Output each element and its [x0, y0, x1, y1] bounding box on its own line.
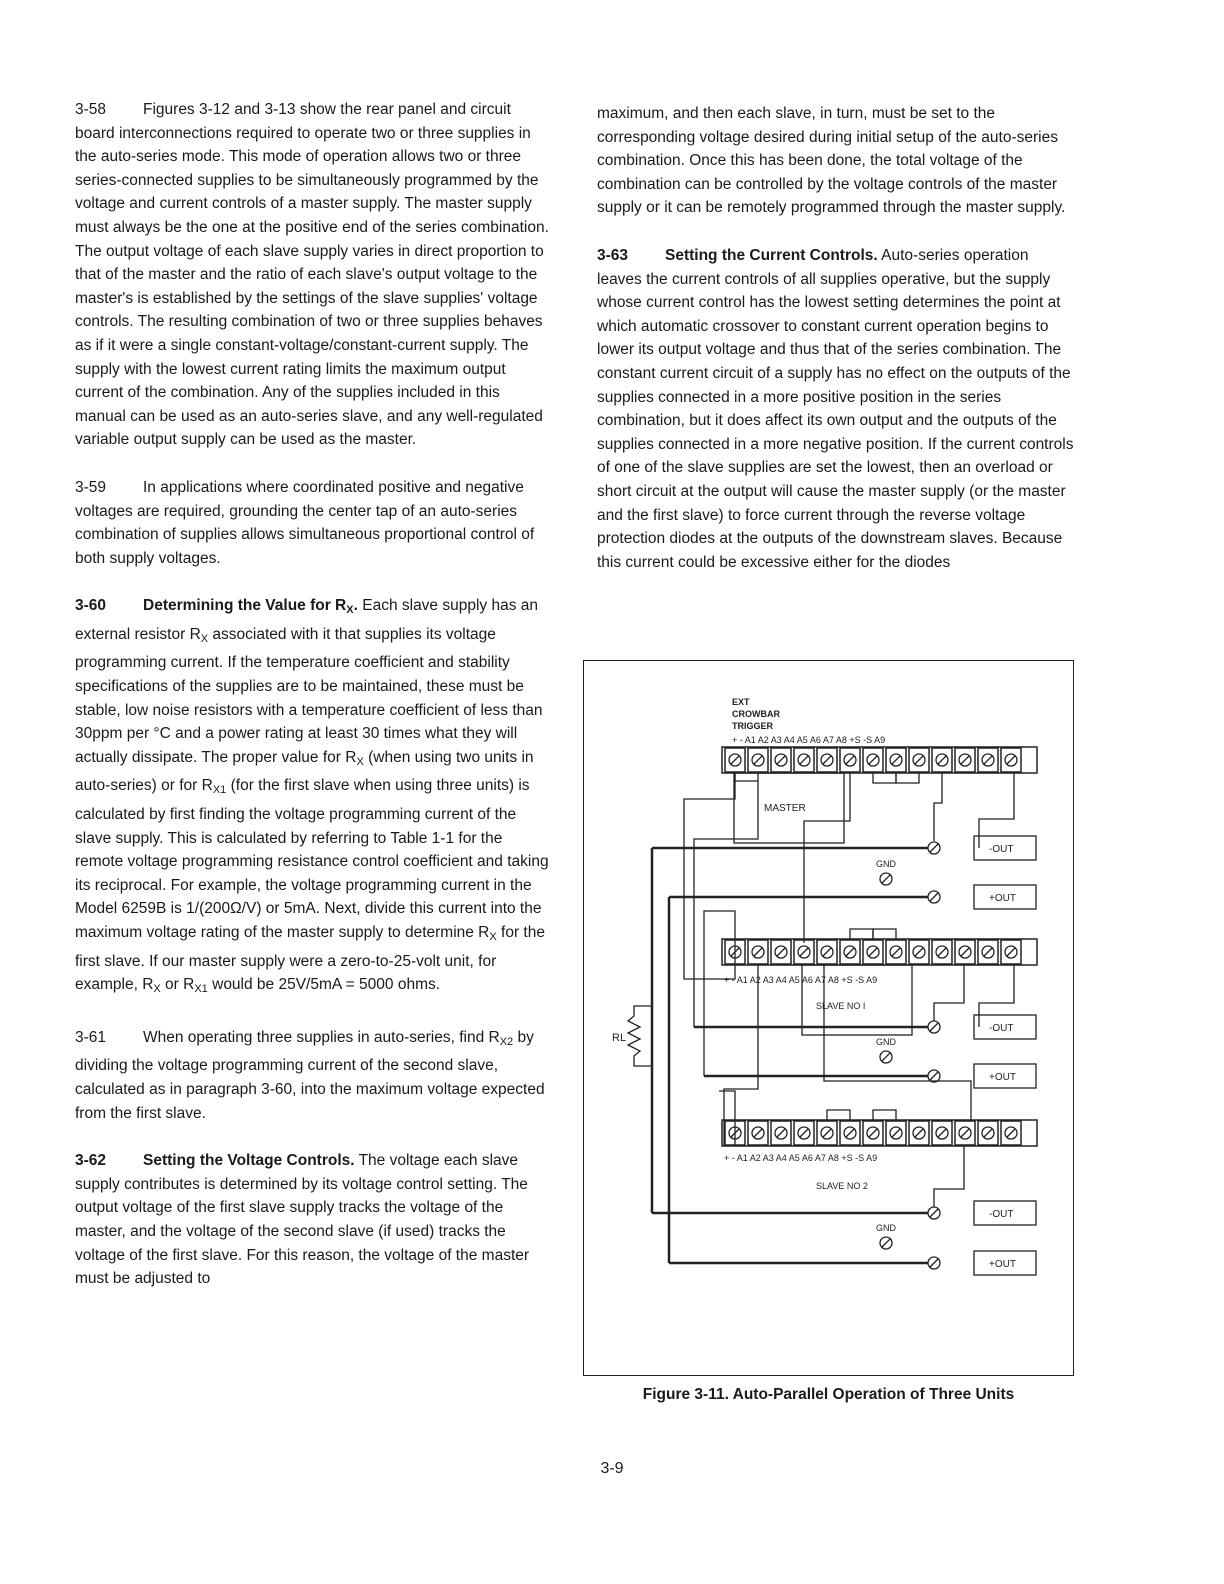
paragraph-number: 3-58	[75, 101, 107, 118]
master-terminal-labels: + - A1 A2 A3 A4 A5 A6 A7 A8 +S -S A9	[732, 735, 886, 745]
paragraph-text: In applications where coordinated positive and negative voltages are required, grounding the center tap of an auto-series combination of supplies allows simultaneous proportional control of both supply voltages.	[75, 478, 535, 567]
slave1-label: SLAVE NO I	[816, 1001, 866, 1011]
paragraph-3-62	[75, 1149, 551, 1291]
paragraph-3-60: 3-60 Determining the Value for $R_X$. Each slave supply has an external resistor $R_X$ associated with it that supplies its voltage programming current. If the temperature coefficient and stability specifications of the supplies are to be maintained, these must be stable, low noise resistors with a temperature coefficient of less than 30ppm per °C and a power rating at least 30 times what they will actually dissipate. The proper value for $R_X$ (when using two units in auto-series) or for $R_{X1}$ (for the first slave when using three units) is calculated by first finding the voltage programming current of the slave supply. This is calculated by referring to Table 1-1 for the remote voltage programming resistance control coefficient and taking its reciprocal. For example, the voltage programming current in the Model 6259B is 1/(200Ω/V) or 5mA. Next, divide this current into the maximum voltage rating of the master supply to determine $R_X$ for the first slave. If our master supply were a zero-to-25-volt unit, for example, $R_X$ or $R_{X1}$ would be 25V/5mA = 5000 ohms.	[75, 594, 551, 1002]
slave2-plus-out-label: +OUT	[989, 1259, 1016, 1270]
slave2-terminal-labels: + - A1 A2 A3 A4 A5 A6 A7 A8 +S -S A9	[724, 1153, 878, 1163]
paragraph-3-62-continued: maximum, and then each slave, in turn, must be set to the corresponding voltage desired during initial setup of the auto-series combination. Once this has been done, the total voltage of the combination can be controlled by the voltage controls of the master supply or it can be remotely programmed through the master supply.	[597, 105, 1066, 217]
paragraph-title: Setting the Voltage Controls.	[143, 1152, 355, 1170]
right-column	[597, 102, 1075, 598]
master-gnd-label: GND	[876, 859, 896, 869]
slave1-gnd-label: GND	[876, 1037, 896, 1047]
paragraph-number: 3-62	[75, 1152, 107, 1170]
master-plus-out-label: +OUT	[989, 893, 1016, 904]
paragraph-3-58	[75, 98, 551, 452]
paragraph-number: 3-61	[75, 1028, 107, 1046]
figure-3-11	[583, 660, 1074, 1376]
paragraph-number: 3-59	[75, 478, 107, 496]
figure-caption: Figure 3-11. Auto-Parallel Operation of Three Units	[642, 1386, 1015, 1403]
paragraph-title: Determining the Value for $R_X$.	[143, 597, 358, 617]
paragraph-3-63	[597, 244, 1075, 574]
load-resistor	[628, 1006, 652, 1066]
slave2-minus-out-label: -OUT	[989, 1209, 1014, 1220]
slave1-terminal-strip	[722, 939, 1037, 965]
paragraph-title: Setting the Current Controls.	[665, 246, 878, 264]
paragraph-text: The voltage each slave supply contributes is determined by its voltage control setting. The output voltage of the first slave supply tracks the voltage of the master, and the voltage of the second slave (if used) tracks the voltage of the first slave. For this reason, the voltage of the master must be adjusted to	[75, 1152, 530, 1288]
slave2-gnd-label: GND	[876, 1223, 896, 1233]
master-terminal-strip	[722, 747, 1037, 773]
wiring-diagram	[584, 661, 1075, 1377]
trigger-label: TRIGGER	[732, 721, 774, 731]
paragraph-text: Auto-series operation leaves the current controls of all supplies operative, but the supply whose current control has the lowest setting determines the point at which automatic crossover to constant current operation begins to lower its output voltage and thus that of the series combination. The constant current circuit of a supply has no effect on the outputs of the supplies connected in a more positive position in the series combination, but it does affect its own output and the outputs of the supplies connected in a more negative position. If the current controls of one of the slave supplies are set the lowest, then an overload or short circuit at the output will cause the master supply (or the master and the first slave) to force current through the reverse voltage protection diodes at the outputs of the downstream slaves. Because this current could be excessive either for the diodes	[597, 246, 1074, 571]
master-label: MASTER	[764, 803, 806, 814]
master-minus-out-label: -OUT	[989, 844, 1014, 855]
crowbar-label: CROWBAR	[732, 709, 780, 719]
page-number: 3-9	[600, 1460, 624, 1477]
paragraph-text: Figures 3-12 and 3-13 show the rear panel and circuit board interconnections required to operate two or three supplies in the auto-series mode. This mode of operation allows two or three series-connected supplies to be simultaneously programmed by the voltage and current controls of a master supply. The master supply must always be the one at the positive end of the series combination. The output voltage of each slave supply varies in direct proportion to that of the master and the ratio of each slave's output voltage to the master's is established by the settings of the slave supplies' voltage controls. The resulting combination of two or three supplies behaves as if it were a single constant-voltage/constant-current supply. The supply with the lowest current rating limits the maximum output current of the combination. Any of the supplies included in this manual can be used as an auto-series slave, and any well-regulated variable output supply can be used as the master.	[75, 101, 549, 449]
paragraph-number: 3-60	[75, 597, 107, 615]
paragraph-3-59	[75, 476, 551, 570]
slave1-plus-out-label: +OUT	[989, 1072, 1016, 1083]
paragraph-3-61: 3-61 When operating three supplies in auto-series, find $R_{X2}$ by dividing the voltage programming current of the second slave, calculated as in paragraph 3-60, into the maximum voltage expected from the first slave.	[75, 1026, 551, 1125]
left-column	[75, 98, 551, 1315]
slave1-minus-out-label: -OUT	[989, 1023, 1014, 1034]
ext-label: EXT	[732, 697, 750, 707]
slave2-label: SLAVE NO 2	[816, 1181, 868, 1191]
paragraph-number: 3-63	[597, 246, 629, 264]
slave2-terminal-strip	[722, 1120, 1037, 1146]
rl-label: RL	[612, 1032, 627, 1044]
slave1-terminal-labels: + - A1 A2 A3 A4 A5 A6 A7 A8 +S -S A9	[724, 975, 878, 985]
